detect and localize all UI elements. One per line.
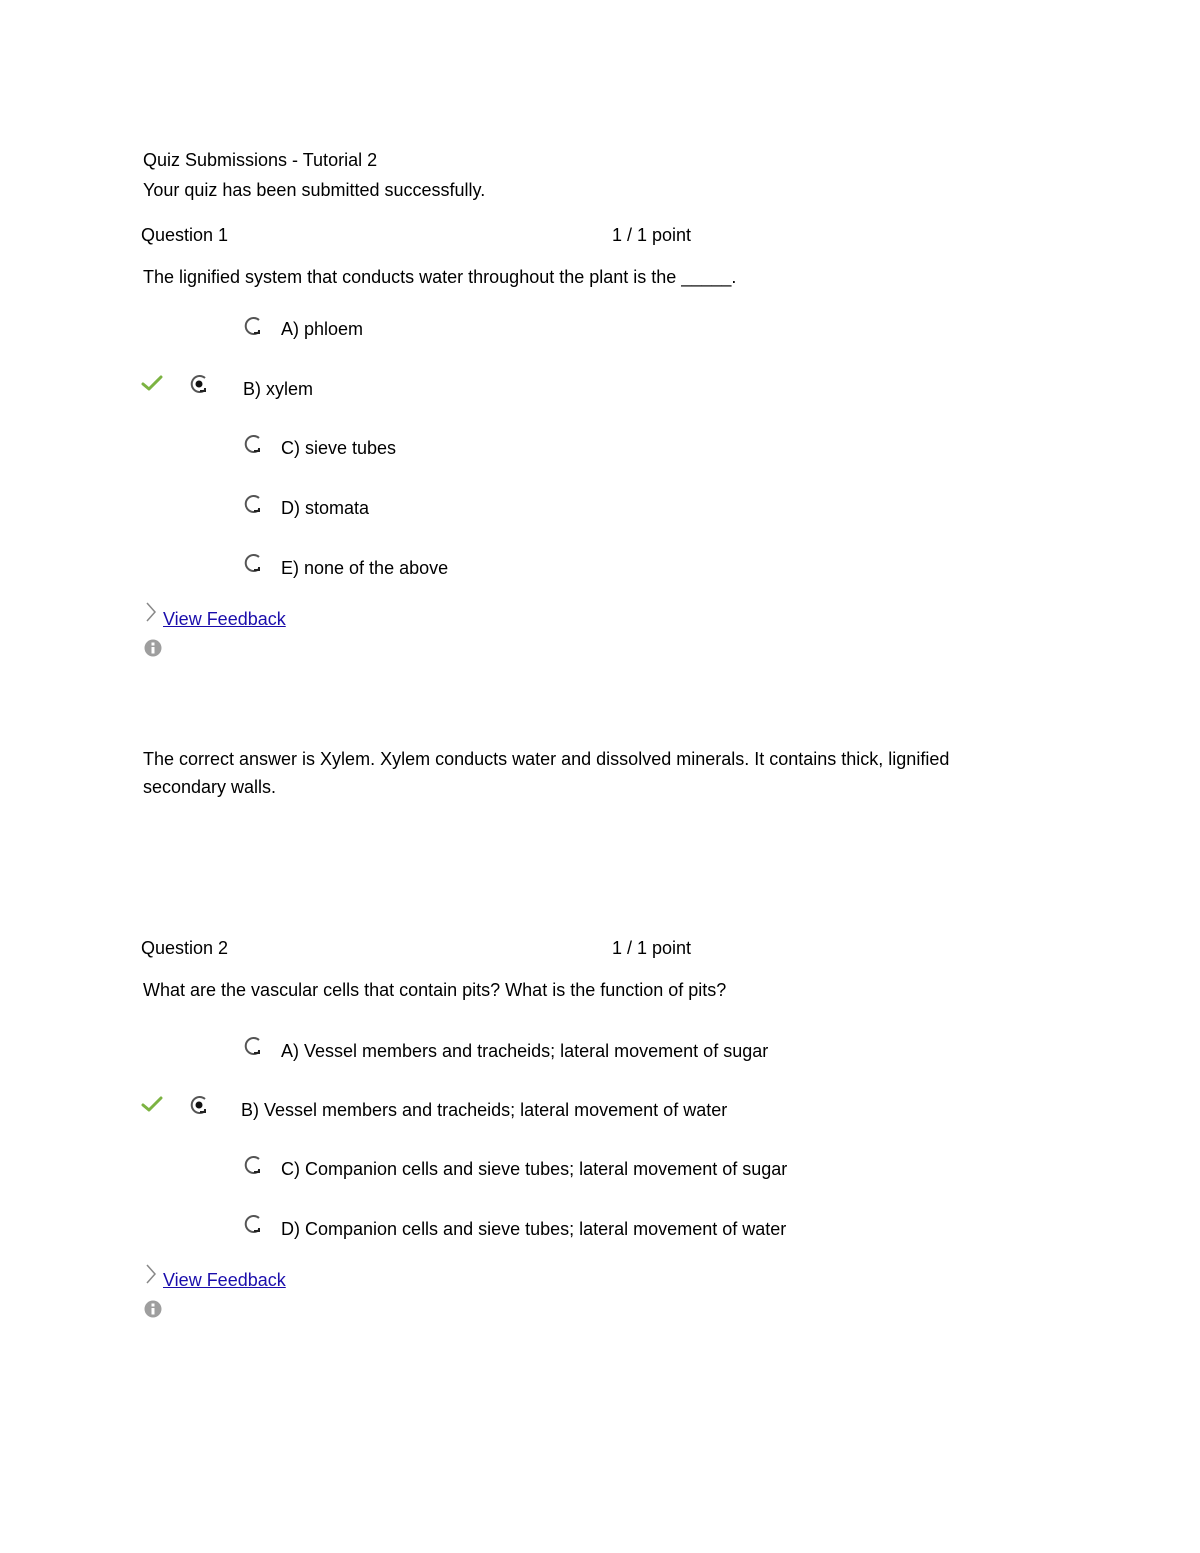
- radio-selected-icon[interactable]: [189, 1095, 209, 1115]
- question-1-option-b[interactable]: B) xylem: [243, 379, 314, 399]
- radio-unselected-icon[interactable]: [243, 1155, 263, 1175]
- question-2-label: Question 2: [141, 938, 229, 958]
- radio-unselected-icon[interactable]: [243, 1214, 263, 1234]
- question-1-score: 1 / 1 point: [612, 225, 692, 245]
- question-2-option-a[interactable]: A) Vessel members and tracheids; lateral movement of sugar: [281, 1041, 769, 1061]
- submission-status: Your quiz has been submitted successfully.: [143, 180, 486, 200]
- radio-unselected-icon[interactable]: [243, 316, 263, 336]
- radio-unselected-icon[interactable]: [243, 434, 263, 454]
- view-feedback-link[interactable]: View Feedback: [163, 609, 286, 629]
- question-1-option-e[interactable]: E) none of the above: [281, 558, 449, 578]
- radio-unselected-icon[interactable]: [243, 1036, 263, 1056]
- radio-unselected-icon[interactable]: [243, 494, 263, 514]
- question-2-prompt: What are the vascular cells that contain pits? What is the function of pits?: [143, 980, 727, 1000]
- correct-check-icon: [141, 374, 163, 392]
- question-2-option-d[interactable]: D) Companion cells and sieve tubes; lateral movement of water: [281, 1219, 787, 1239]
- question-1-option-c[interactable]: C) sieve tubes: [281, 438, 397, 458]
- radio-unselected-icon[interactable]: [243, 553, 263, 573]
- feedback-text-continued: secondary walls.: [143, 777, 277, 797]
- question-2-score: 1 / 1 point: [612, 938, 692, 958]
- view-feedback-link[interactable]: View Feedback: [163, 1270, 286, 1290]
- feedback-text: The correct answer is Xylem. Xylem conducts water and dissolved minerals. It contains thick, lignified: [143, 749, 950, 769]
- info-icon: [144, 639, 162, 657]
- question-2-option-c[interactable]: C) Companion cells and sieve tubes; lateral movement of sugar: [281, 1159, 788, 1179]
- correct-check-icon: [141, 1095, 163, 1113]
- question-1-label: Question 1: [141, 225, 229, 245]
- chevron-right-icon[interactable]: [145, 1263, 157, 1285]
- radio-selected-icon[interactable]: [189, 374, 209, 394]
- question-1-option-a[interactable]: A) phloem: [281, 319, 364, 339]
- question-2-option-b[interactable]: B) Vessel members and tracheids; lateral movement of water: [241, 1100, 728, 1120]
- page-title: Quiz Submissions - Tutorial 2: [143, 150, 378, 170]
- question-1-prompt: The lignified system that conducts water throughout the plant is the _____.: [143, 267, 737, 287]
- info-icon: [144, 1300, 162, 1318]
- question-1-option-d[interactable]: D) stomata: [281, 498, 370, 518]
- chevron-right-icon[interactable]: [145, 601, 157, 623]
